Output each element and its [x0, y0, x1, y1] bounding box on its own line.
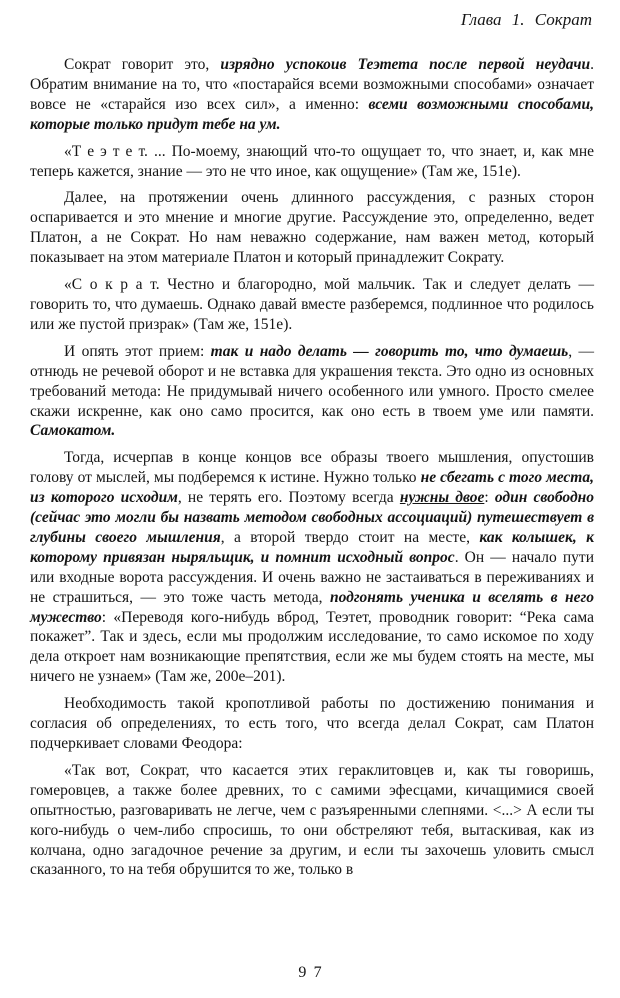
text-run: «Так вот, Сократ, что касается этих гераклитовцев и, как ты говоришь, гомеровцев, а также более древних, то с самими эфесцами, кичащимися своей опытностью, разговаривать не легче, чем с разъяренными слепнями. <...> А если ты кого-нибудь о чем-либо спросишь, то они обстреляют тебя, вытаскивая, как из колчана, одно загадочное речение за другим, и если ты захочешь уловить смысл сказанного, то на тебя обрушится то же, только в: [30, 761, 594, 879]
emphasis-run: один свободно (сейчас это могли бы назвать методом свободных ассоциаций) путешествует в глубины своего мышления: [30, 489, 595, 546]
text-run: :: [484, 489, 495, 507]
emphasis-run: нужны двое: [399, 489, 485, 507]
text-run: Необходимость такой кропотливой работы по достижению понимания и согласия об определениях, то есть того, что всегда делал Сократ, сам Платон подчеркивает словами Феодора:: [30, 695, 594, 752]
paragraph: [30, 448, 594, 687]
paragraph: [30, 188, 594, 268]
emphasis-run: не сбегать с того места, из которого исходим: [30, 469, 594, 507]
paragraph: [30, 342, 594, 442]
emphasis-run: Самокатом.: [30, 422, 116, 440]
text-run: Сократ говорит это,: [64, 56, 221, 73]
emphasis-run: всеми возможными способами, которые только придут тебе на ум.: [30, 95, 594, 133]
text-run: , а второй твердо стоит на месте,: [220, 528, 480, 546]
text-run: : «Переводя кого-нибудь вброд, Теэтет, проводник говорит: “Река сама покажет”. Так и здесь, если мы продолжим исследование, то само искомое по ходу дела откроет нам возникающие препятствия, если же мы будем стоять на месте, мы ничего не узнаем» (Там же, 200e–201).: [30, 608, 594, 686]
emphasis-run: так и надо делать — говорить то, что думаешь: [210, 342, 569, 360]
text-run: , — отнюдь не речевой оборот и не вставка для украшения текста. Это одно из основных требований метода: Не придумывай ничего особенного или умного. Просто смелее скажи искренне, как оно само просится, как оно есть в твоем уме или памяти.: [30, 342, 594, 420]
paragraph: [30, 142, 594, 182]
paragraph: [30, 55, 594, 135]
text-run: Далее, на протяжении очень длинного рассуждения, с разных сторон оспаривается и это мнение и многие другие. Рассуждение это, определенно, ведет Платон, а не Сократ. Но нам неважно содержание, нам важен метод, который показывает на этом материале Платон и который принадлежит Сократу.: [30, 189, 594, 267]
page-number: 97: [298, 964, 329, 981]
paragraph: [30, 275, 594, 335]
text-run: «Т е э т е т. ... По-моему, знающий что-то ощущает то, что знает, и, как мне теперь кажется, знание — это не что иное, как ощущение» (Там же, 151e).: [30, 142, 594, 180]
text-run: . Обратим внимание на то, что «постарайся всеми возможными способами» означает вовсе не «старайся изо всех сил», а именно:: [30, 56, 594, 113]
emphasis-run: как колышек, к которому привязан ныряльщик, и помнит исходный вопрос: [30, 528, 594, 566]
text-run: . Он — начало пути или входные ворота рассуждения. И очень важно не застаиваться в переживаниях и не страшиться, — это тоже часть метода,: [30, 548, 594, 606]
text-run: «С о к р а т. Честно и благородно, мой мальчик. Так и следует делать — говорить то, что думаешь. Однако давай вместе разберемся, подлинное что родилось или же пустой призрак» (Там же, 151e).: [30, 276, 594, 333]
document-body: [30, 55, 594, 880]
paragraph: [30, 694, 594, 754]
text-run: Тогда, исчерпав в конце концов все образы твоего мышления, опустошив голову от мыслей, мы подберемся к истине. Нужно только: [30, 449, 594, 487]
emphasis-run: подгонять ученика и вселять в него мужество: [30, 588, 594, 626]
text-run: И опять этот прием:: [64, 342, 211, 360]
running-header: Глава 1. Сократ: [460, 10, 592, 29]
emphasis-run: изрядно успокоив Теэтета после первой неудачи: [220, 56, 591, 73]
text-run: , не терять его. Поэтому всегда: [177, 489, 400, 507]
paragraph: [30, 761, 594, 880]
